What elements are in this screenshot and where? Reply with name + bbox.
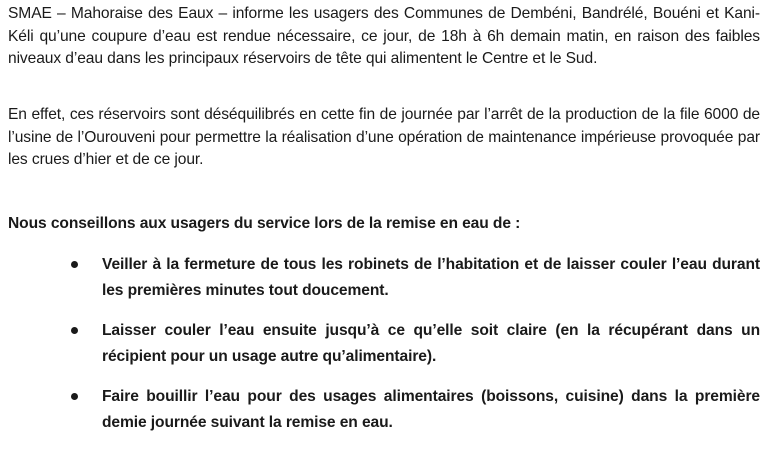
bullet-icon [71, 261, 78, 268]
list-item [0, 318, 760, 370]
advice-text: Faire bouillir l’eau pour des usages alimentaires (boissons, cuisine) dans la première demie journée suivant la remise en eau. [102, 388, 760, 431]
explanation-paragraph: En effet, ces réservoirs sont déséquilibrés en cette fin de journée par l’arrêt de la production de la file 6000 de l’usine de l’Ourouveni pour permettre la réalisation d’une opération de maintenance impérieuse provoquée par les crues d’hier et de ce jour. [8, 106, 760, 168]
list-item [0, 252, 760, 304]
list-item [0, 384, 760, 436]
bullet-icon [71, 393, 78, 400]
advice-text: Veiller à la fermeture de tous les robinets de l’habitation et de laisser couler l’eau durant les premières minutes tout doucement. [102, 256, 760, 299]
advice-heading: Nous conseillons aux usagers du service lors de la remise en eau de : [8, 215, 521, 232]
bullet-icon [71, 327, 78, 334]
intro-paragraph: SMAE – Mahoraise des Eaux – informe les usagers des Communes de Dembéni, Bandrélé, Bouéni et Kani-Kéli qu’une coupure d’eau est rendue nécessaire, ce jour, de 18h à 6h demain matin, en raison des faibles niveaux d’eau dans les principaux réservoirs de tête qui alimentent le Centre et le Sud. [8, 5, 760, 67]
advice-list [0, 252, 760, 450]
advice-text: Laisser couler l’eau ensuite jusqu’à ce qu’elle soit claire (en la récupérant dans un récipient pour un usage autre qu’alimentaire). [102, 322, 760, 365]
